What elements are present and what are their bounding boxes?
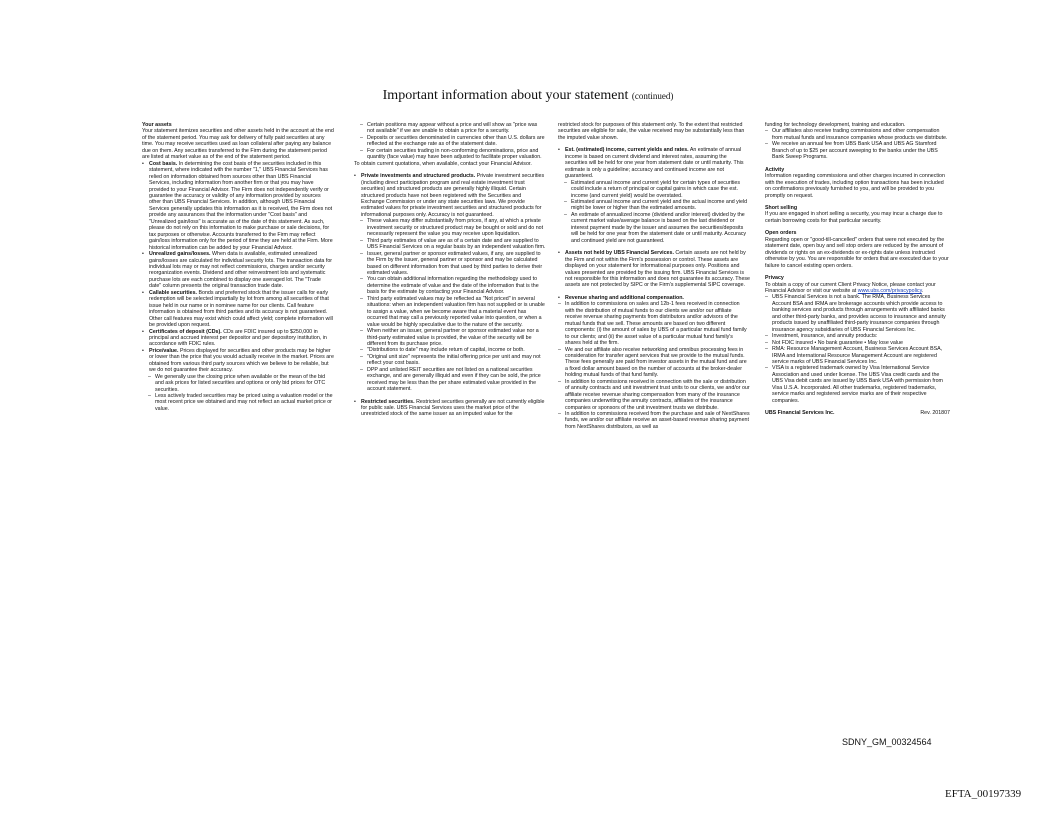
bullet-item [142,329,334,348]
bullet-text: Restricted securities generally are not currently eligible for public sale. UBS Financial Services uses the market price of the unrestricted stock of the same issuer as an imputed value for the [361,398,545,418]
paragraph: Information regarding commissions and other charges incurred in connection with the execution of trades, including option transactions has been included on confirmations previously furnished to you, and will be provided to you promptly on request. [765,173,945,199]
dash-item: – DPP and unlisted REIT securities are not listed on a national securities exchange, and are generally illiquid and even if they can be sold, the price received may be less than the per share estimated value provided in the account statement. [354,367,546,393]
dash-item: – We receive an annual fee from UBS Bank USA and UBS AG Stamford Branch of up to $25 per account sweeping to the banks under the UBS Bank Sweep Programs. [765,141,950,160]
title-main: Important information about your statement [382,88,629,103]
dash-item: – Estimated annual income and current yield for certain types of securities could include a return of principal or capital gains in which case the est. income (and current yield) would be overstated. [558,180,750,199]
dash-item: – Third party estimates of value are as of a certain date and are supplied to UBS Financial Services on a regular basis by an independent valuation firm. [354,238,546,251]
section-heading: Your assets [142,122,172,128]
bullet-item [354,173,546,218]
dash-item: – Investment, insurance, and annuity products: [765,333,950,339]
dash-item: – RMA: Resource Management Account, Business Services Account BSA, IRMA and International Resource Management Account are registered service marks of UBS Financial Services Inc. [765,346,950,365]
company-name: UBS Financial Services Inc. [765,410,835,417]
dash-item: – Estimated annual income and current yield and the actual income and yield might be lower or higher than the estimated amounts. [558,199,750,212]
dash-item: – UBS Financial Services is not a bank. The RMA, Business Services Account BSA and IRMA are brokerage accounts which provide access to banking services and products through arrangements with affiliated banks and other third-party banks, and provides access to insurance and annuity products issued by unaffiliated third-party insurance companies through insurance agency subsidiaries of UBS Financial Services Inc. [765,294,950,333]
paragraph: funding for technology development, training and education. [765,122,906,128]
bullet-heading: Private investments and structured products. [361,173,476,180]
privacy-text: To obtain a copy of our current Client Privacy Notice, please contact your Financial Advisor or visit our website at [765,281,936,294]
dash-item: – For certain securities trading in non-conforming denominations, price and quantity (face value) may have been adjusted to facilitate proper valuation. [354,148,546,161]
dash-item: – These values may differ substantially from prices, if any, at which a private investment security or structured product may be bought or sold and do not necessarily represent the value you may receive upon liquidation. [354,218,546,237]
page-title [0,88,1056,104]
privacy-text-end: . [921,287,924,294]
bullet-heading: Cost basis. [149,160,178,167]
dash-item: – Not FDIC insured • No bank guarantee • May lose value [765,340,950,346]
dash-item: – In addition to commissions received in connection with the sale or distribution of annuity contracts and unit investment trust units to our clients, we and/or our affiliate receive revenue sharing compensation from many of the insurance companies underwriting the annuity contracts, affiliates of the insurance companies or sponsors of the unit investment trusts we distribute. [558,379,750,411]
bullet-text: When data is available, estimated unrealized gains/losses are calculated for individual security lots. The transaction data for individual lots may or may not reflect commissions, charges and/or security reorganization events. Dividend and other reinvestment lots and systematic purchase lots are each combined to display one averaged lot. The "Trade date" column presents the original transaction trade date. [149,251,333,290]
bullet-item [142,161,334,251]
section-heading: Privacy [765,275,784,282]
bullet-item [142,251,334,290]
dash-item: – Issuer, general partner or sponsor estimated values, if any, are supplied to the Firm by the issuer, general partner or sponsor and may be calculated based on different information from that used by third parties to derive their estimated values. [354,251,546,277]
bates-number-efta: EFTA_00197339 [945,788,1022,800]
bullet-heading: Restricted securities. [361,398,415,405]
privacy-policy-link[interactable]: www.ubs.com/privacypolicy [857,287,922,294]
bullet-heading: Assets not held by UBS Financial Services. [565,250,674,257]
dash-item: – Less actively traded securities may be priced using a valuation model or the most recent price we obtained and may not reflect an actual market price or value. [142,393,334,412]
bullet-text: Certain assets are not held by the Firm and not within the Firm's possession or control. These assets are displayed on your statement for informational purposes only. Positions and values presented are provided by the issuing firm. UBS Financial Services is not responsible for this information and does not guarantee its accuracy. These assets are not protected by SIPC or the Firm's supplemental SIPC coverage. [565,250,751,289]
bullet-heading: Price/value. [149,347,179,354]
bullet-item [354,399,546,418]
dash-item: – VISA is a registered trademark owned by Visa International Service Association and used under license. The UBS Visa credit cards and the UBS Visa debit cards are issued by UBS Bank USA with permission from Visa U.S.A. Incorporated. All other trademarks, registered trademarks, service marks and registered service marks are of their respective companies. [765,365,950,404]
dash-item: – Third party estimated values may be reflected as "Not priced" in several situations: when an independent valuation firm has not supplied or is unable to assign a value, when we become aware that a material event has occurred that may call a previously reported value into question, or when a value would be highly speculative due to the nature of the security. [354,296,546,328]
dash-item: – In addition to commissions received from the purchase and sale of NextShares funds, we and/or our affiliate receive an asset-based revenue sharing payment from NextShares distributors, as well as [558,411,750,430]
paragraph: To obtain current quotations, when available, contact your Financial Advisor. [354,160,532,167]
bullet-text: An estimate of annual income is based on current dividend and interest rates, assuming the securities will be held for one year from statement date or until maturity. This estimate is only a guideline; accuracy and continued income are not guaranteed. [565,147,744,180]
paragraph: restricted stock for purposes of this statement only. To the extent that restricted securities are eligible for sale, the value received may be substantially less than the imputed value shown. [558,122,745,141]
bullet-text: In determining the cost basis of the securities included in this statement, where indicated with the number "1," UBS Financial Services has relied on information obtained from sources other than UBS Financial Services, including information from another firm or that you may have provided to your Financial Advisor. The Firm does not independently verify or guarantee the accuracy or validity of any information provided by sources other than UBS Financial Services. In addition, although UBS Financial Services generally updates this information as it is received, the Firm does not provide any assurances that the information under "Cost basis" and "Unrealized gain/loss" is accurate as of the date of this statement. As such, please do not rely on this information to make purchase or sale decisions, for tax purposes or otherwise. Accounts transferred to the Firm may reflect gain/loss information only for the period of time they are held at the Firm. More historical information can be added by your Financial Advisor. [149,160,333,251]
dash-item: – In addition to commissions on sales and 12b-1 fees received in connection with the distribution of mutual funds to our clients we and/or our affiliate receive revenue sharing payments from distributors and/or advisors of the mutual funds that we sell. These amounts are based on two different components: (i) the amount of sales by UBS of a particular mutual fund family to our clients; and (ii) the asset value of a particular mutual fund family's shares held at the firm. [558,301,750,346]
section-heading: Short selling [765,204,798,211]
column-1 [142,122,334,412]
dash-item: – You can obtain additional information regarding the methodology used to determine the estimate of value and the date of the information that is the basis for the estimate by contacting your Financial Advisor. [354,276,546,295]
dash-item: – We and our affiliate also receive networking and omnibus processing fees in consideration for transfer agent services that we provide to the mutual funds. These fees generally are paid from investor assets in the mutual fund and are a fixed dollar amount based on the number of accounts at the broker-dealer holding mutual funds of that fund family. [558,347,750,379]
dash-item: – When neither an issuer, general partner or sponsor estimated value nor a third-party estimated value is provided, the value of the security will be different from its purchase price. [354,328,546,347]
bullet-heading: Certificates of deposit (CDs). [149,328,222,335]
title-suffix: (continued) [631,91,674,101]
paragraph: Your statement itemizes securities and other assets held in the account at the end of the statement period. You may ask for delivery of fully paid securities at any time. You may receive securities used as loan collateral after paying any balance due on them. Any securities transferred to the Firm during the statement period are listed at market value as of the end of the statement period. [142,128,334,161]
dash-item: – Certain positions may appear without a price and will show as "price was not available" if we are unable to obtain a price for a security. [354,122,546,135]
bullet-text: Prices displayed for securities and other products may be higher or lower than the price that you would actually receive in the market. Prices are obtained from various third party sources which we believe to be reliable, but we do not guarantee their accuracy. [149,347,334,374]
paragraph: Regarding open or "good-till-cancelled" orders that were not executed by the statement date, open buy and sell stop orders are reduced by the amount of dividends or rights on an ex-dividends or ex-rights date unless instructed otherwise by you. You are responsible for orders that are executed due to your failure to cancel existing open orders. [765,236,949,269]
column-2 [354,122,546,418]
dash-item: – Our affiliates also receive trading commissions and other compensation from mutual funds and insurance companies whose products we distribute. [765,128,950,141]
bullet-heading: Unrealized gains/losses. [149,251,211,258]
bullet-heading: Revenue sharing and additional compensation. [565,294,684,301]
dash-item: – We generally use the closing price when available or the mean of the bid and ask prices for listed securities and options or only bid prices for OTC securities. [142,374,334,393]
bullet-heading: Callable securities. [149,289,197,296]
dash-item: – An estimate of annualized income (dividend and/or interest) divided by the current market value/average balance is based on the last dividend or interest payment made by the issuer and assumes the securities/deposits will be held for one year from the statement date or until maturity. Accuracy and continued yield are not guaranteed. [558,212,750,244]
column-3 [558,122,750,430]
revision: Rev. 201807 [920,410,950,417]
dash-item: – "Distributions to date" may include return of capital, income or both. [354,347,546,353]
paragraph [765,282,950,295]
bullet-text: CDs are FDIC insured up to $250,000 in principal and accrued interest per depositor and per depository institution, in accordance with FDIC rules. [149,328,327,348]
dash-item: – "Original unit size" represents the initial offering price per unit and may not reflect your cost basis. [354,354,546,367]
bullet-item [558,250,750,289]
bullet-text: Private investment securities (including direct participation program and real estate investment trust securities) and structured products are generally highly illiquid. Certain structured products have not been registered with the Securities and Exchange Commission or under any state securities laws. We provide estimated values for private investment securities and structured products for informational purposes only. Accuracy is not guaranteed. [361,173,545,218]
company-footer [765,410,950,416]
bullet-text: Bonds and preferred stock that the issuer calls for early redemption will be selected impartially by lot from among all securities of that issue held in our name or in nominee name for our clients. Call feature information is obtained from third parties and its accuracy is not guaranteed. Other call features may exist which could affect yield; complete information will be provided upon request. [149,289,333,329]
dash-item: – Deposits or securities denominated in currencies other than U.S. dollars are reflected at the exchange rate as of the statement date. [354,135,546,148]
bullet-heading: Est. (estimated) income, current yields and rates. [565,147,689,154]
paragraph: If you are engaged in short selling a security, you may incur a charge due to certain borrowing costs for that particular security. [765,211,943,224]
column-4 [765,122,950,417]
section-heading: Open orders [765,230,797,237]
bullet-item [142,348,334,374]
section-heading: Activity [765,166,785,173]
bates-number-sdny: SDNY_GM_00324564 [842,737,932,747]
bullet-item [558,147,750,179]
bullet-item [142,290,334,329]
